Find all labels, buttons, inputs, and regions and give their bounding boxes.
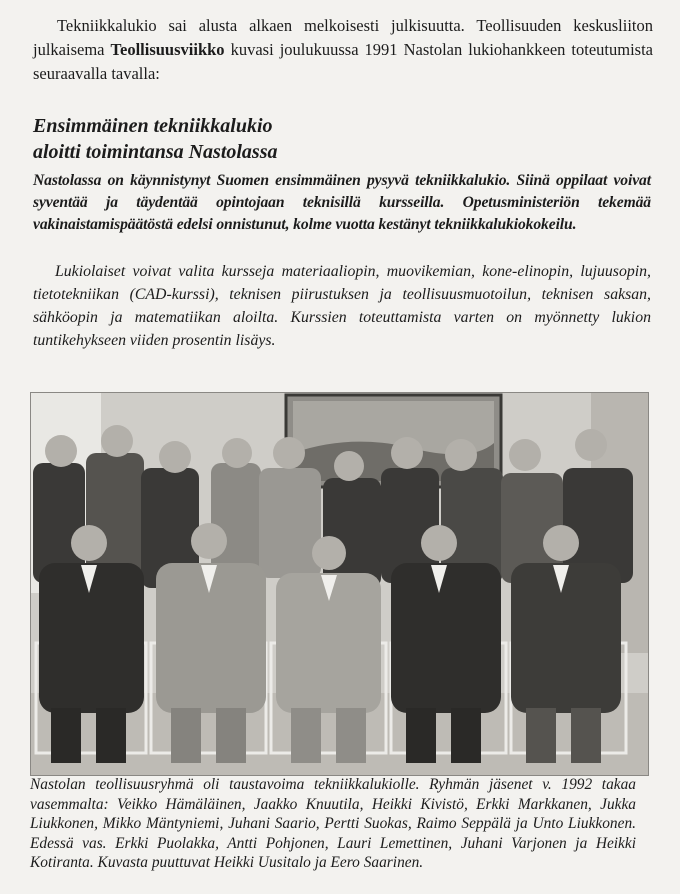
publication-name: Teollisuusviikko (110, 40, 225, 59)
group-photo-illustration (31, 393, 648, 775)
headline-line-1: Ensimmäinen tekniikkalukio (33, 115, 273, 137)
article-lead: Nastolassa on käynnistynyt Suomen ensimmäinen pysyvä tekniikkalukio. Siinä oppilaat voivat syventää ja täydentää opintojaan teknisillä kursseilla. Opetusministeriön tekemää vakinaistamispäätöstä edelsi onnistunut, kolme vuotta kestänyt tekniikkalukiokokeilu. (33, 172, 651, 233)
intro-text-start: Tekniikkalukio sai alusta alkaen melkoisesti julkisuutta. Teollisuuden keskusliiton julkaisema (33, 16, 653, 59)
group-photo (30, 392, 649, 776)
intro-paragraph (33, 14, 653, 86)
photo-caption: Nastolan teollisuusryhmä oli taustavoima tekniikkalukiolle. Ryhmän jäsenet v. 1992 takaa vasemmalta: Veikko Hämäläinen, Jaakko Knuutila, Heikki Kivistö, Erkki Markkanen, Jukka Liukkonen, Mikko Mäntyniemi, Juhani Saario, Pertti Suokas, Raimo Seppälä ja Unto Liukkonen. Edessä vas. Erkki Puolakka, Antti Pohjonen, Lauri Lemettinen, Juhani Varjonen ja Heikki Kotiranta. Kuvasta puuttuvat Heikki Uusitalo ja Eero Saarinen. (30, 776, 636, 872)
headline-line-2: aloitti toimintansa Nastolassa (33, 141, 278, 163)
intro-text-end: kuvasi joulukuussa 1991 Nastolan lukiohankkeen toteutumista seuraavalla tavalla: (33, 40, 654, 83)
article-headline (33, 113, 653, 165)
article-body: Lukiolaiset voivat valita kursseja materiaaliopin, muovikemian, kone-elinopin, lujuusopin, tietotekniikan (CAD-kurssi), teknisen piirustuksen ja teollisuusmuotoilun, teknisen saksan, sähköopin ja matematiikan aloilta. Kurssien toteuttamista varten on myönnetty lukion tuntikehykseen viiden prosentin lisäys. (33, 263, 651, 349)
